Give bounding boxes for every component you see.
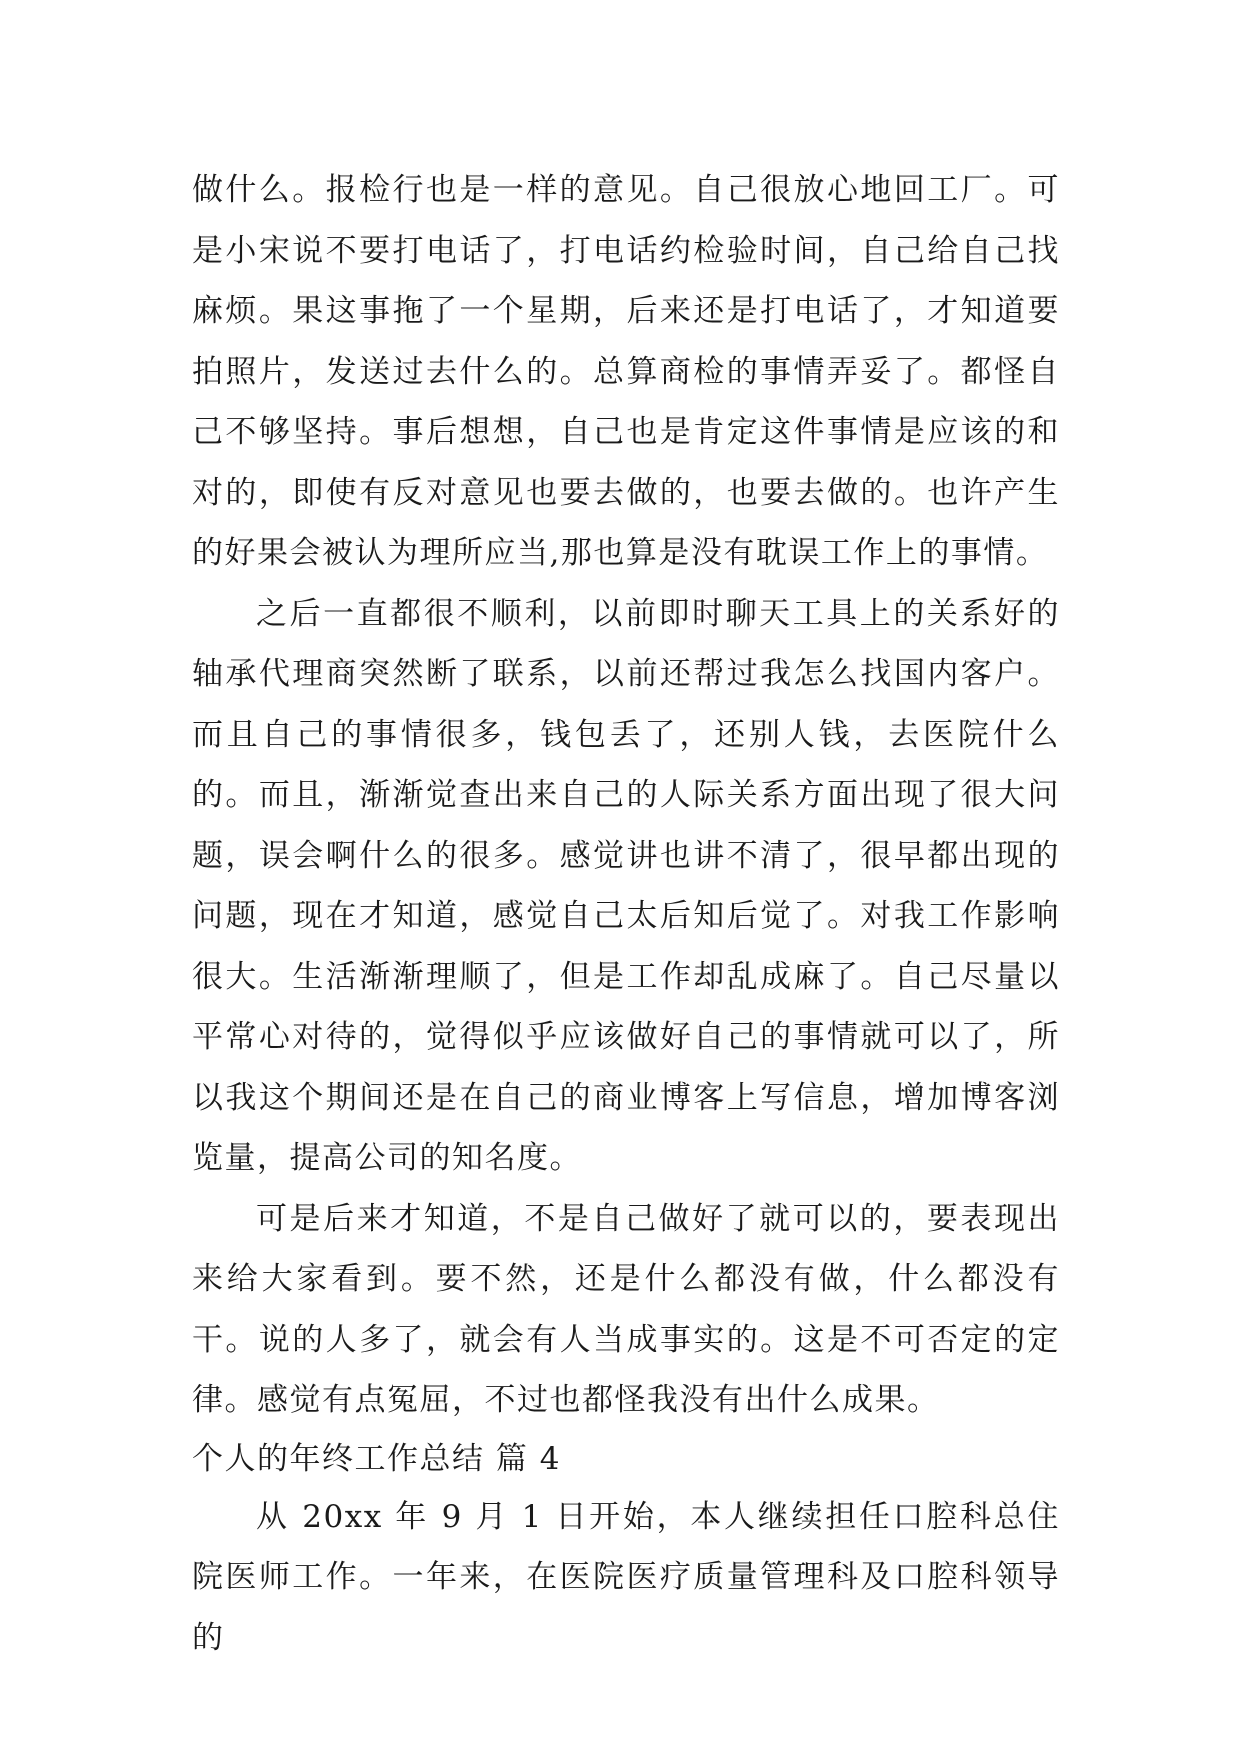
paragraph-3: 可是后来才知道，不是自己做好了就可以的，要表现出来给大家看到。要不然，还是什么都没有做，什么都没有干。说的人多了，就会有人当成事实的。这是不可否定的定律。感觉有点冤屈，不过也都怪我没有出什么成果。 [192,1200,1060,1418]
paragraph-1: 做什么。报检行也是一样的意见。自己很放心地回工厂。可是小宋说不要打电话了，打电话约检验时间，自己给自己找麻烦。果这事拖了一个星期，后来还是打电话了，才知道要拍照片，发送过去什么的。总算商检的事情弄妥了。都怪自己不够坚持。事后想想，自己也是肯定这件事情是应该的和对的，即使有反对意见也要去做的，也要去做的。也许产生的好果会被认为理所应当,那也算是没有耽误工作上的事情。 [192,172,1060,571]
section-paragraph-1: 从 20xx 年 9 月 1 日开始，本人继续担任口腔科总住院医师工作。一年来，在医院医疗质量管理科及口腔科领导的 [192,1498,1060,1656]
section-heading: 个人的年终工作总结 篇 4 [192,1440,561,1477]
paragraph-2: 之后一直都很不顺利，以前即时聊天工具上的关系好的轴承代理商突然断了联系，以前还帮过我怎么找国内客户。而且自己的事情很多，钱包丢了，还别人钱，去医院什么的。而且，渐渐觉查出来自己的人际关系方面出现了很大问题，误会啊什么的很多。感觉讲也讲不清了，很早都出现的问题，现在才知道，感觉自己太后知后觉了。对我工作影响很大。生活渐渐理顺了，但是工作却乱成麻了。自己尽量以平常心对待的，觉得似乎应该做好自己的事情就可以了，所以我这个期间还是在自己的商业博客上写信息，增加博客浏览量，提高公司的知名度。 [192,595,1060,1176]
document-body [192,160,1060,1668]
